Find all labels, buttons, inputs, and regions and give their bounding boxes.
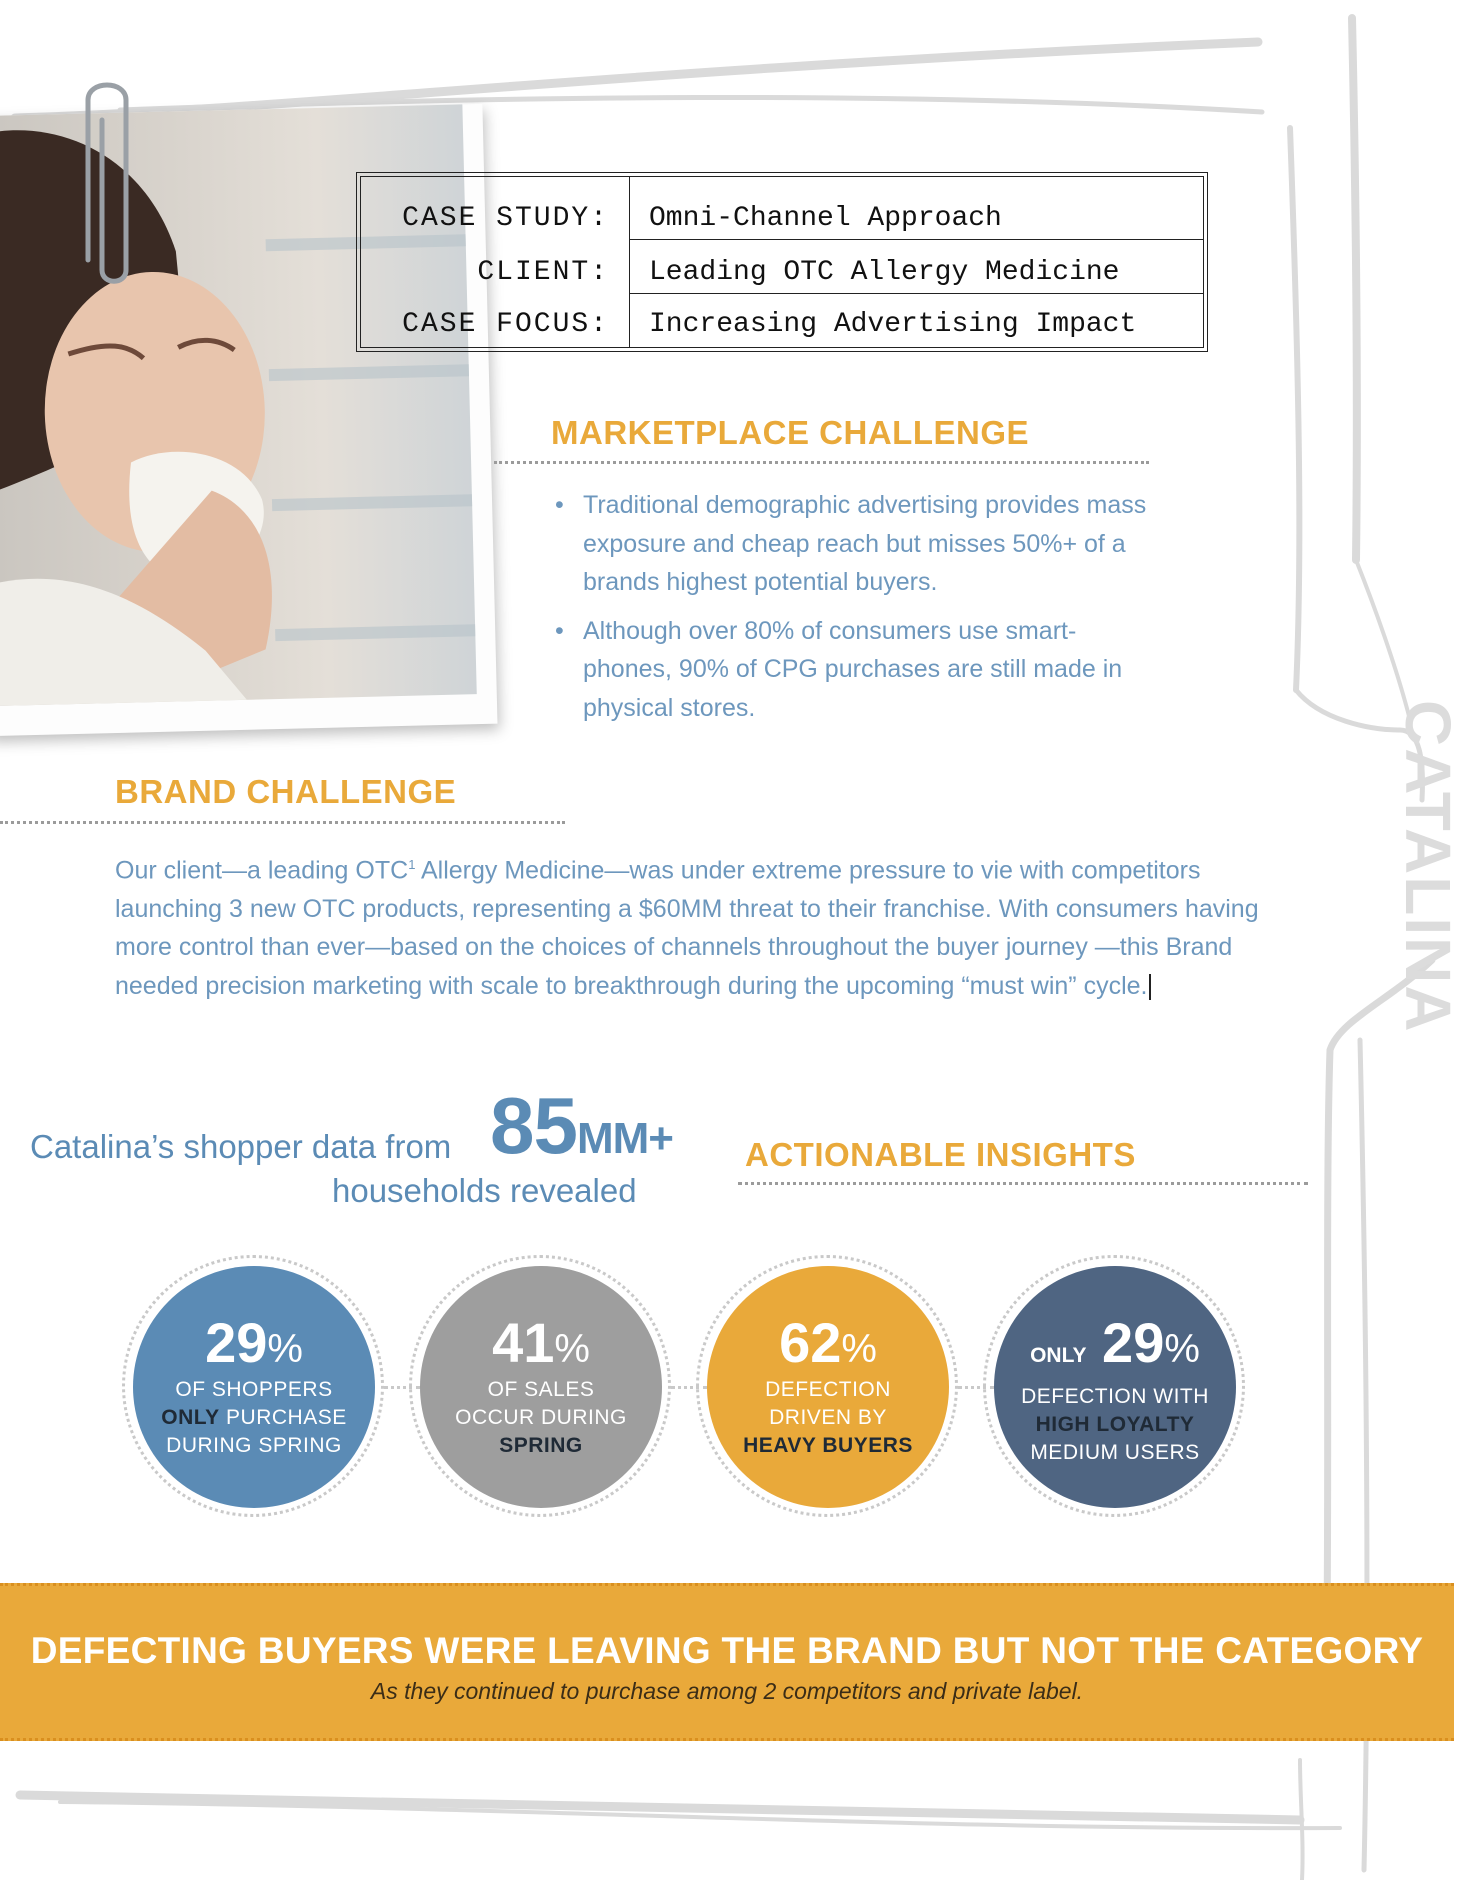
insight-line: ONLY PURCHASE bbox=[161, 1406, 347, 1429]
footnote-marker: 1 bbox=[408, 857, 416, 872]
insight-line: HEAVY BUYERS bbox=[743, 1434, 913, 1457]
shopper-data-lead: Catalina’s shopper data from bbox=[30, 1128, 452, 1165]
insight-stat: 62% bbox=[779, 1311, 877, 1374]
paper-clip-icon bbox=[74, 70, 140, 290]
marketplace-bullets bbox=[555, 486, 1155, 737]
insight-stat: 29% bbox=[205, 1311, 303, 1374]
insight-circle-fill bbox=[994, 1266, 1236, 1508]
case-study-label: CASE STUDY: bbox=[402, 203, 609, 234]
insight-line: DRIVEN BY bbox=[769, 1406, 887, 1429]
brand-divider bbox=[0, 821, 565, 824]
insight-circle-heavy-buyers bbox=[696, 1255, 958, 1517]
banner-title: DEFECTING BUYERS WERE LEAVING THE BRAND BUT NOT THE CATEGORY bbox=[30, 1630, 1424, 1671]
insight-circle-fill bbox=[420, 1266, 662, 1508]
insight-circle-fill bbox=[133, 1266, 375, 1508]
case-study-table bbox=[356, 172, 1208, 352]
insight-line: OF SHOPPERS bbox=[175, 1378, 333, 1401]
insight-circle-fill bbox=[707, 1266, 949, 1508]
actionable-insights-title: ACTIONABLE INSIGHTS bbox=[745, 1136, 1136, 1173]
client-label: CLIENT: bbox=[477, 257, 609, 288]
banner-subtitle: As they continued to purchase among 2 competitors and private label. bbox=[370, 1678, 1084, 1704]
brand-text-start: Our client—a leading OTC bbox=[115, 856, 409, 885]
insights-divider bbox=[738, 1182, 1308, 1185]
insight-line: OF SALES bbox=[487, 1378, 595, 1401]
text-cursor bbox=[1149, 974, 1151, 1000]
catalina-watermark: CATALINA bbox=[1392, 700, 1464, 1034]
case-study-value: Omni-Channel Approach bbox=[649, 203, 1002, 234]
shopper-data-tail: households revealed bbox=[332, 1172, 637, 1209]
insight-line: OCCUR DURING bbox=[455, 1406, 627, 1429]
insight-line: DEFECTION bbox=[765, 1378, 891, 1401]
case-row-study bbox=[357, 191, 1207, 243]
marketplace-bullet: • Traditional demographic advertising provides mass exposure and cheap reach but misses 50%+ of a brands highest potential buyers. bbox=[555, 486, 1155, 602]
insight-line: DURING SPRING bbox=[166, 1434, 342, 1457]
insight-circle-high-loyalty bbox=[983, 1255, 1245, 1517]
marketplace-bullet: • Although over 80% of consumers use smart-phones, 90% of CPG purchases are still made in physical stores. bbox=[555, 612, 1155, 728]
insight-stat: 41% bbox=[492, 1311, 590, 1374]
case-row-client bbox=[357, 245, 1207, 297]
client-value: Leading OTC Allergy Medicine bbox=[649, 257, 1120, 288]
insight-line: DEFECTION WITH bbox=[1021, 1385, 1209, 1408]
case-focus-label: CASE FOCUS: bbox=[402, 309, 609, 340]
insight-circle-spring-sales bbox=[409, 1255, 671, 1517]
case-focus-value: Increasing Advertising Impact bbox=[649, 309, 1137, 340]
households-number-value: 85 bbox=[490, 1081, 577, 1170]
conclusion-banner bbox=[0, 1583, 1454, 1741]
insight-stat: ONLY 29% bbox=[1030, 1311, 1200, 1374]
marketplace-challenge-title: MARKETPLACE CHALLENGE bbox=[551, 414, 1029, 451]
brand-text-rest: Allergy Medicine—was under extreme pressure to vie with competitors launching 3 new OTC products, representing a $60MM threat to their franchise. With consumers having more control than ever—based on the choices of channels throughout the buyer journey —this Brand needed precision marketing with scale to breakthrough during the upcoming “must win” cycle. bbox=[115, 856, 1259, 1000]
insight-circle-spring-shoppers bbox=[122, 1255, 384, 1517]
case-row-focus bbox=[357, 297, 1207, 349]
brand-challenge-text bbox=[115, 846, 1295, 1005]
insight-line: MEDIUM USERS bbox=[1030, 1441, 1200, 1464]
marketplace-divider bbox=[494, 461, 1149, 464]
brand-challenge-title: BRAND CHALLENGE bbox=[115, 773, 457, 810]
insight-line: SPRING bbox=[499, 1434, 583, 1457]
households-number bbox=[490, 1080, 673, 1172]
households-number-unit: MM+ bbox=[576, 1114, 673, 1163]
insight-line: HIGH LOYALTY bbox=[1035, 1413, 1195, 1436]
